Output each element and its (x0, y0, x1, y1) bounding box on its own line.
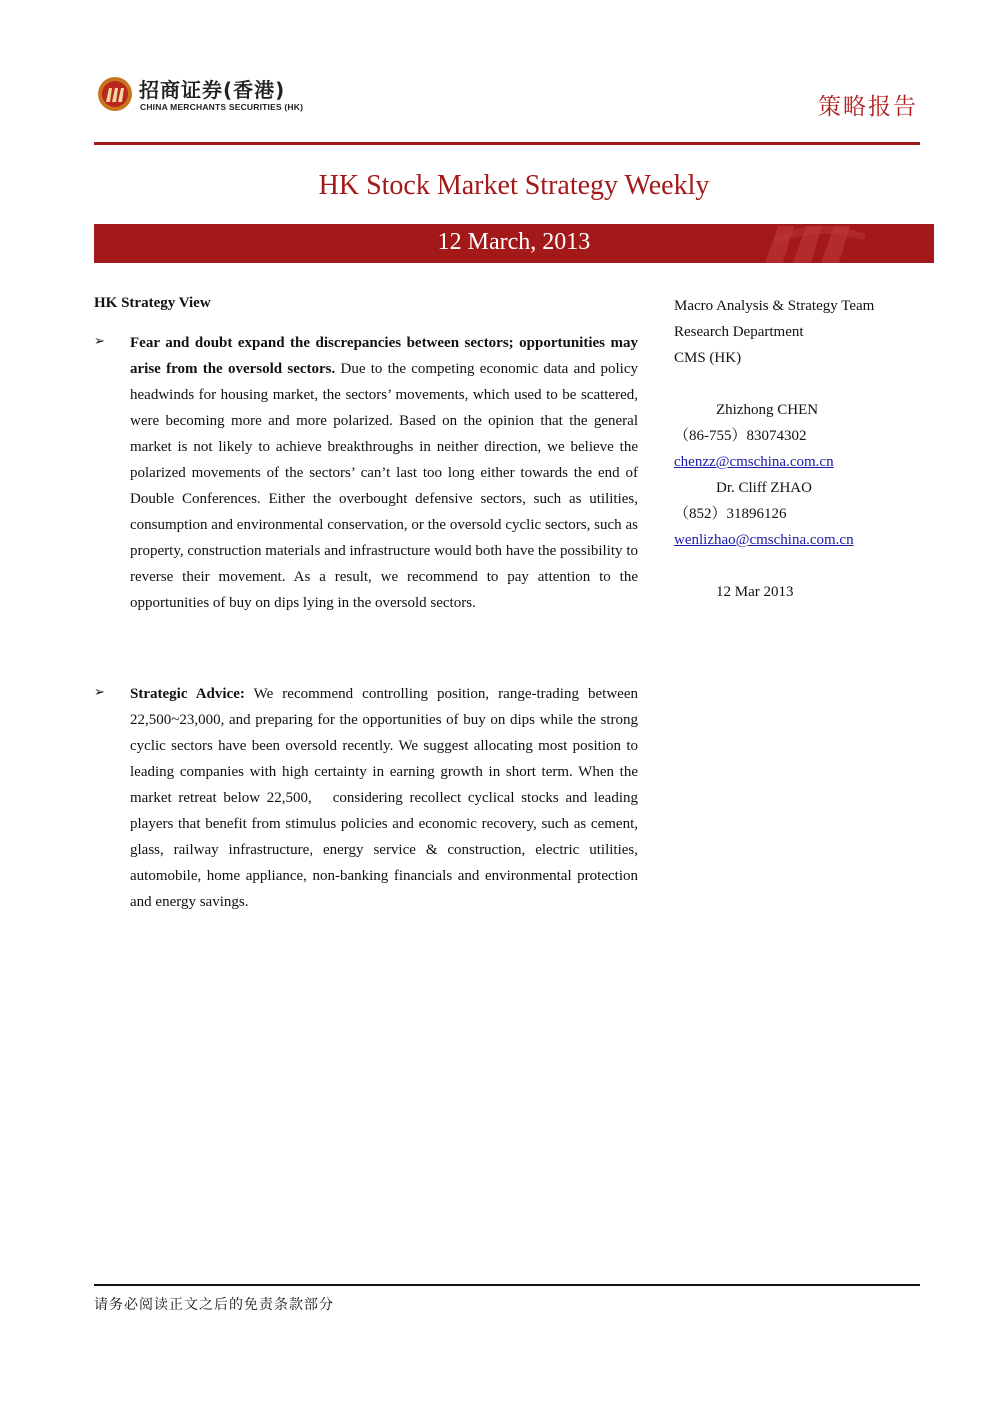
report-type-label: 策略报告 (818, 94, 918, 120)
spacer (674, 371, 934, 397)
bullet-paragraph-2 (130, 681, 638, 915)
bullet-2-bold-lead: Strategic Advice: (130, 686, 245, 702)
analyst-1-phone: （86-755）83074302 (674, 428, 807, 444)
date-banner-text: 12 March, 2013 (437, 229, 591, 255)
report-title: HK Stock Market Strategy Weekly (318, 170, 710, 201)
bullet-paragraph-1 (130, 330, 638, 616)
bullet-arrow-icon: ➢ (94, 334, 105, 349)
team-name: Macro Analysis & Strategy Team (674, 298, 875, 314)
footer-disclaimer: 请务必阅读正文之后的免责条款部分 (94, 1297, 334, 1313)
company-logo (97, 74, 337, 116)
spacer (674, 553, 934, 579)
date-banner (94, 224, 934, 263)
bullet-1-body: Due to the competing economic data and policy headwinds for housing market, the sectors’ movements, which used to be scattered, were becoming more and more polarized. Based on the opinion that the general market is not likely to achieve breakthroughs in neither direction, we believe the polarized movements of the sectors’ can’t last too long either towards the end of Double Conferences. Either the overbought defensive sectors, such as utilities, consumption and environmental conservation, or the oversold cyclic sectors, such as property, construction materials and infrastructure would both have the possibility to reverse their movement. As a result, we recommend to pay attention to the opportunities of buy on dips lying in the oversold sectors. (130, 361, 638, 611)
bullet-arrow-icon: ➢ (94, 685, 105, 700)
bullet-1-bold-lead: Fear and doubt expand the discrepancies between sectors; opportunities may arise from the oversold sectors. (130, 335, 638, 377)
analyst-2-phone: （852）31896126 (674, 506, 787, 522)
department-name: Research Department (674, 324, 804, 340)
analyst-2-name: Dr. Cliff ZHAO (716, 480, 812, 496)
logo-english-name: CHINA MERCHANTS SECURITIES (HK) (140, 102, 304, 112)
header-divider (94, 142, 920, 145)
analyst-2-email-link[interactable]: wenlizhao@cmschina.com.cn (674, 532, 854, 548)
report-date: 12 Mar 2013 (716, 584, 794, 600)
analyst-sidebar (674, 293, 934, 605)
section-title: HK Strategy View (94, 295, 211, 311)
analyst-1-name: Zhizhong CHEN (716, 402, 819, 418)
footer-divider (94, 1284, 920, 1286)
bullet-2-body: We recommend controlling position, range-trading between 22,500~23,000, and preparing for the opportunities of buy on dips while the strong cyclic sectors have been oversold recently. We suggest allocating most position to leading companies with high certainty in earning growth in short term. When the market retreat below 22,500, considering recollect cyclical stocks and leading players that benefit from stimulus policies and economic recovery, such as cement, glass, railway infrastructure, energy service & construction, electric utilities, automobile, home appliance, non-banking financials and environmental protection and energy savings. (130, 686, 638, 910)
analyst-1-email-link[interactable]: chenzz@cmschina.com.cn (674, 454, 834, 470)
logo-chinese-name: 招商证券(香港) (139, 78, 286, 102)
company-name: CMS (HK) (674, 350, 742, 366)
company-logo-mark-icon (97, 76, 133, 112)
